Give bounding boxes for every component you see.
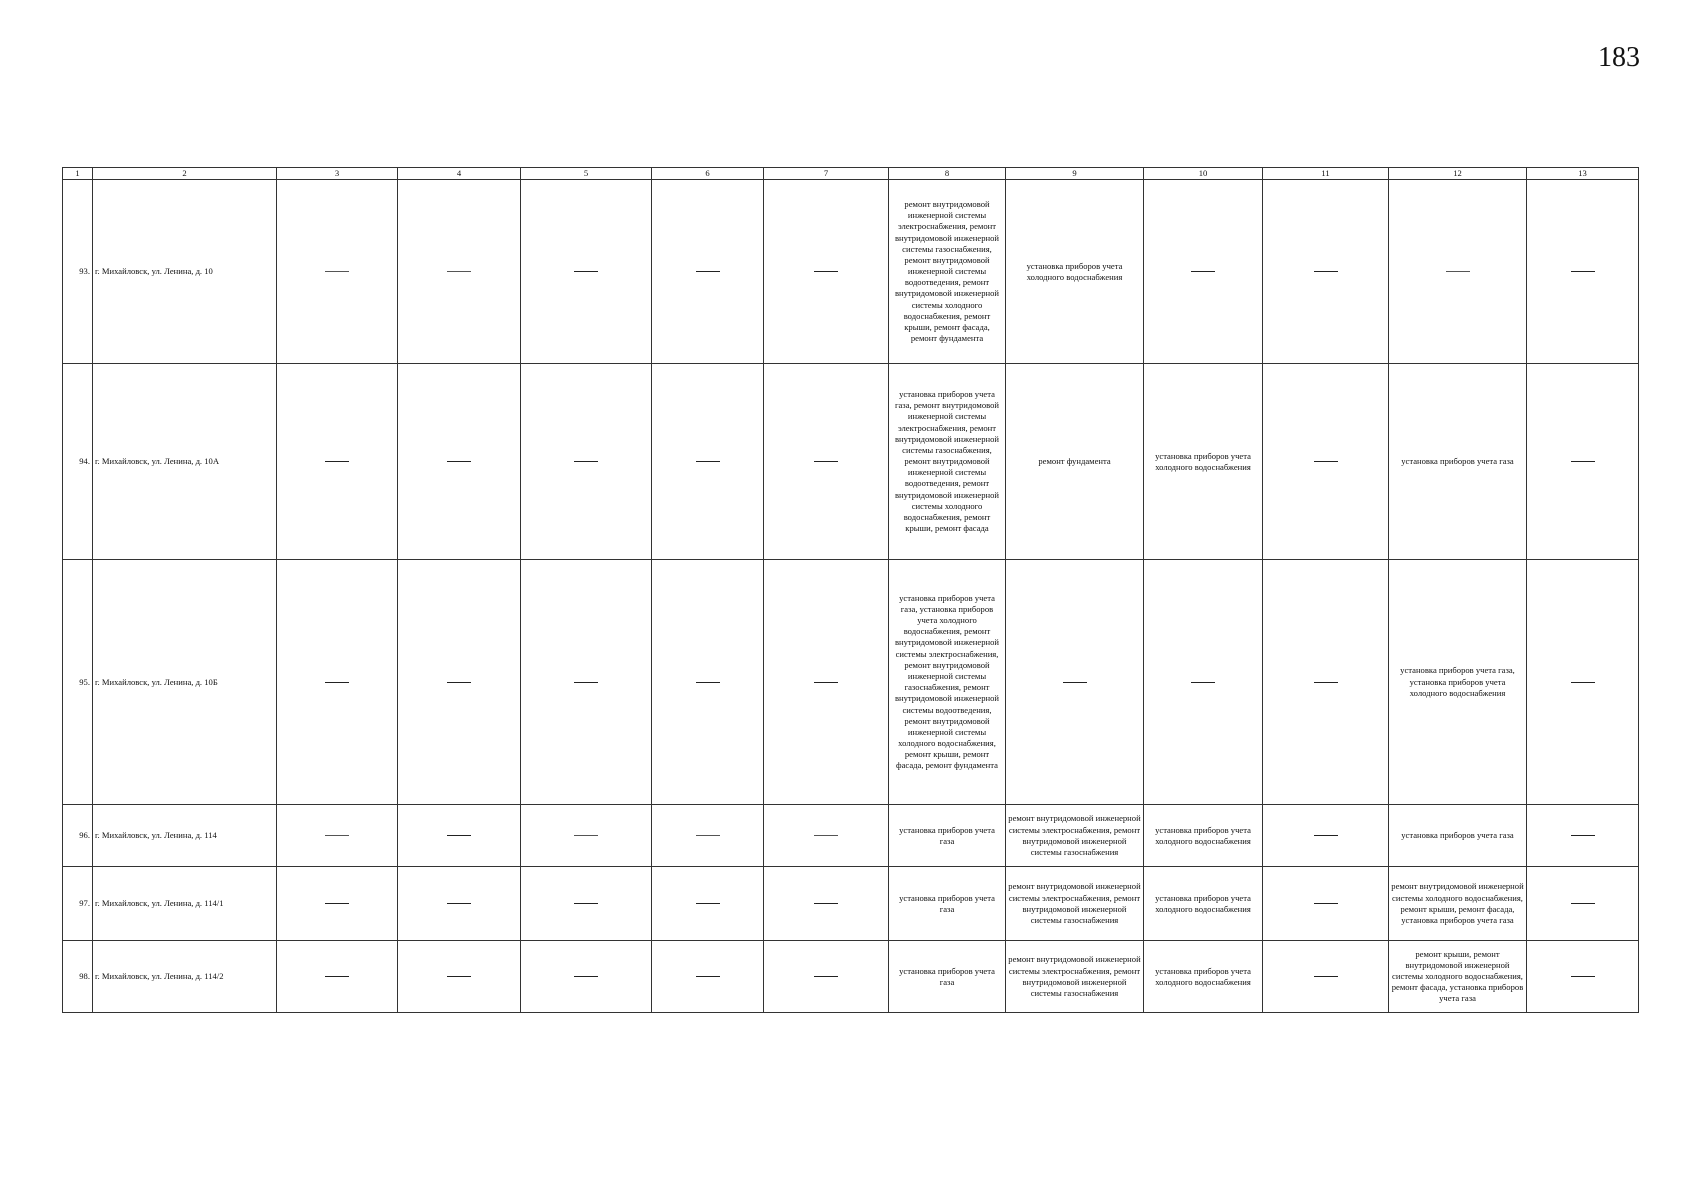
empty-dash-cell (277, 560, 398, 805)
works-cell: установка приборов учета газа (1389, 364, 1527, 560)
table-row (63, 560, 1639, 805)
empty-dash-cell (277, 364, 398, 560)
empty-dash-cell (521, 867, 652, 941)
works-cell: установка приборов учета холодного водоснабжения (1144, 867, 1263, 941)
dash-mark (814, 835, 838, 836)
dash-mark (447, 682, 471, 683)
dash-mark (1571, 271, 1595, 272)
works-cell: ремонт внутридомовой инженерной системы электроснабжения, ремонт внутридомовой инженерной системы газоснабжения (1006, 805, 1144, 867)
dash-mark (696, 461, 720, 462)
empty-dash-cell (398, 364, 521, 560)
works-cell: ремонт крыши, ремонт внутридомовой инженерной системы холодного водоснабжения, ремонт фасада, установка приборов учета газа (1389, 941, 1527, 1013)
empty-dash-cell (277, 867, 398, 941)
dash-mark (696, 903, 720, 904)
empty-dash-cell (1527, 560, 1639, 805)
dash-mark (1063, 682, 1087, 683)
address-cell: г. Михайловск, ул. Ленина, д. 10Б (93, 560, 277, 805)
dash-mark (1191, 682, 1215, 683)
dash-mark (1314, 271, 1338, 272)
row-number: 96. (63, 805, 93, 867)
column-number: 6 (652, 168, 764, 180)
dash-mark (574, 903, 598, 904)
dash-mark (574, 682, 598, 683)
works-cell: ремонт внутридомовой инженерной системы электроснабжения, ремонт внутридомовой инженерной системы газоснабжения (1006, 941, 1144, 1013)
table-row (63, 867, 1639, 941)
dash-mark (1314, 903, 1338, 904)
dash-mark (574, 835, 598, 836)
works-cell: установка приборов учета газа (889, 867, 1006, 941)
empty-dash-cell (1527, 805, 1639, 867)
dash-mark (1314, 682, 1338, 683)
dash-mark (1571, 976, 1595, 977)
works-cell: установка приборов учета холодного водоснабжения (1144, 364, 1263, 560)
dash-mark (325, 271, 349, 272)
address-cell: г. Михайловск, ул. Ленина, д. 114/1 (93, 867, 277, 941)
empty-dash-cell (1527, 180, 1639, 364)
empty-dash-cell (1263, 867, 1389, 941)
empty-dash-cell (398, 867, 521, 941)
dash-mark (574, 271, 598, 272)
address-cell: г. Михайловск, ул. Ленина, д. 10 (93, 180, 277, 364)
row-number: 98. (63, 941, 93, 1013)
dash-mark (814, 271, 838, 272)
dash-mark (325, 976, 349, 977)
column-number: 12 (1389, 168, 1527, 180)
works-cell: установка приборов учета холодного водоснабжения (1006, 180, 1144, 364)
empty-dash-cell (1263, 180, 1389, 364)
empty-dash-cell (1389, 180, 1527, 364)
works-cell: установка приборов учета газа (889, 805, 1006, 867)
dash-mark (325, 835, 349, 836)
empty-dash-cell (1006, 560, 1144, 805)
table-row (63, 941, 1639, 1013)
dash-mark (696, 271, 720, 272)
works-cell: установка приборов учета газа (889, 941, 1006, 1013)
column-number: 4 (398, 168, 521, 180)
dash-mark (447, 976, 471, 977)
dash-mark (574, 461, 598, 462)
column-number: 8 (889, 168, 1006, 180)
column-number: 11 (1263, 168, 1389, 180)
empty-dash-cell (1527, 364, 1639, 560)
dash-mark (1191, 271, 1215, 272)
works-table (62, 167, 1639, 1013)
empty-dash-cell (398, 560, 521, 805)
row-number: 94. (63, 364, 93, 560)
dash-mark (1446, 271, 1470, 272)
dash-mark (696, 682, 720, 683)
dash-mark (1314, 835, 1338, 836)
dash-mark (1571, 903, 1595, 904)
works-cell: ремонт внутридомовой инженерной системы электроснабжения, ремонт внутридомовой инженерной системы газоснабжения (1006, 867, 1144, 941)
row-number: 95. (63, 560, 93, 805)
row-number: 97. (63, 867, 93, 941)
dash-mark (696, 835, 720, 836)
table-row (63, 805, 1639, 867)
column-number: 13 (1527, 168, 1639, 180)
works-cell: установка приборов учета холодного водоснабжения (1144, 805, 1263, 867)
dash-mark (1571, 682, 1595, 683)
column-number: 9 (1006, 168, 1144, 180)
column-number: 10 (1144, 168, 1263, 180)
column-number-row (63, 168, 1639, 180)
empty-dash-cell (764, 867, 889, 941)
address-cell: г. Михайловск, ул. Ленина, д. 10А (93, 364, 277, 560)
empty-dash-cell (277, 941, 398, 1013)
empty-dash-cell (1144, 180, 1263, 364)
column-number: 5 (521, 168, 652, 180)
empty-dash-cell (1263, 805, 1389, 867)
empty-dash-cell (764, 560, 889, 805)
dash-mark (447, 271, 471, 272)
empty-dash-cell (764, 805, 889, 867)
dash-mark (574, 976, 598, 977)
empty-dash-cell (764, 364, 889, 560)
row-number: 93. (63, 180, 93, 364)
empty-dash-cell (521, 560, 652, 805)
address-cell: г. Михайловск, ул. Ленина, д. 114/2 (93, 941, 277, 1013)
dash-mark (447, 903, 471, 904)
empty-dash-cell (764, 180, 889, 364)
dash-mark (696, 976, 720, 977)
dash-mark (1571, 835, 1595, 836)
works-cell: установка приборов учета газа (1389, 805, 1527, 867)
empty-dash-cell (398, 941, 521, 1013)
empty-dash-cell (652, 180, 764, 364)
page-number: 183 (1598, 42, 1640, 73)
empty-dash-cell (652, 364, 764, 560)
works-cell: установка приборов учета холодного водоснабжения (1144, 941, 1263, 1013)
dash-mark (325, 682, 349, 683)
works-cell: ремонт фундамента (1006, 364, 1144, 560)
empty-dash-cell (277, 180, 398, 364)
works-cell: ремонт внутридомовой инженерной системы холодного водоснабжения, ремонт крыши, ремонт фасада, установка приборов учета газа (1389, 867, 1527, 941)
empty-dash-cell (652, 560, 764, 805)
column-number: 3 (277, 168, 398, 180)
works-cell: установка приборов учета газа, ремонт внутридомовой инженерной системы электроснабжения, ремонт внутридомовой инженерной системы газоснабжения, ремонт внутридомовой инженерной системы водоотведения, ремонт внутридомовой инженерной системы холодного водоснабжения, ремонт крыши, ремонт фасада (889, 364, 1006, 560)
works-cell: установка приборов учета газа, установка приборов учета холодного водоснабжения, ремонт внутридомовой инженерной системы электроснабжения, ремонт внутридомовой инженерной системы газоснабжения, ремонт внутридомовой инженерной системы водоотведения, ремонт внутридомовой инженерной системы холодного водоснабжения, ремонт крыши, ремонт фасада, ремонт фундамента (889, 560, 1006, 805)
table-row (63, 364, 1639, 560)
dash-mark (1571, 461, 1595, 462)
dash-mark (814, 461, 838, 462)
empty-dash-cell (521, 364, 652, 560)
empty-dash-cell (764, 941, 889, 1013)
dash-mark (814, 903, 838, 904)
empty-dash-cell (1263, 941, 1389, 1013)
empty-dash-cell (652, 867, 764, 941)
table-body (63, 180, 1639, 1013)
works-cell: установка приборов учета газа, установка приборов учета холодного водоснабжения (1389, 560, 1527, 805)
dash-mark (325, 903, 349, 904)
column-number: 7 (764, 168, 889, 180)
dash-mark (814, 682, 838, 683)
works-cell: ремонт внутридомовой инженерной системы электроснабжения, ремонт внутридомовой инженерной системы газоснабжения, ремонт внутридомовой инженерной системы водоотведения, ремонт внутридомовой инженерной системы холодного водоснабжения, ремонт крыши, ремонт фасада, ремонт фундамента (889, 180, 1006, 364)
empty-dash-cell (652, 805, 764, 867)
empty-dash-cell (398, 180, 521, 364)
dash-mark (814, 976, 838, 977)
dash-mark (325, 461, 349, 462)
column-number: 2 (93, 168, 277, 180)
empty-dash-cell (277, 805, 398, 867)
empty-dash-cell (1263, 560, 1389, 805)
empty-dash-cell (1527, 941, 1639, 1013)
dash-mark (1314, 461, 1338, 462)
dash-mark (1314, 976, 1338, 977)
empty-dash-cell (521, 805, 652, 867)
empty-dash-cell (521, 180, 652, 364)
empty-dash-cell (1263, 364, 1389, 560)
dash-mark (447, 835, 471, 836)
dash-mark (447, 461, 471, 462)
column-number: 1 (63, 168, 93, 180)
empty-dash-cell (652, 941, 764, 1013)
empty-dash-cell (521, 941, 652, 1013)
table-row (63, 180, 1639, 364)
empty-dash-cell (398, 805, 521, 867)
empty-dash-cell (1144, 560, 1263, 805)
address-cell: г. Михайловск, ул. Ленина, д. 114 (93, 805, 277, 867)
empty-dash-cell (1527, 867, 1639, 941)
